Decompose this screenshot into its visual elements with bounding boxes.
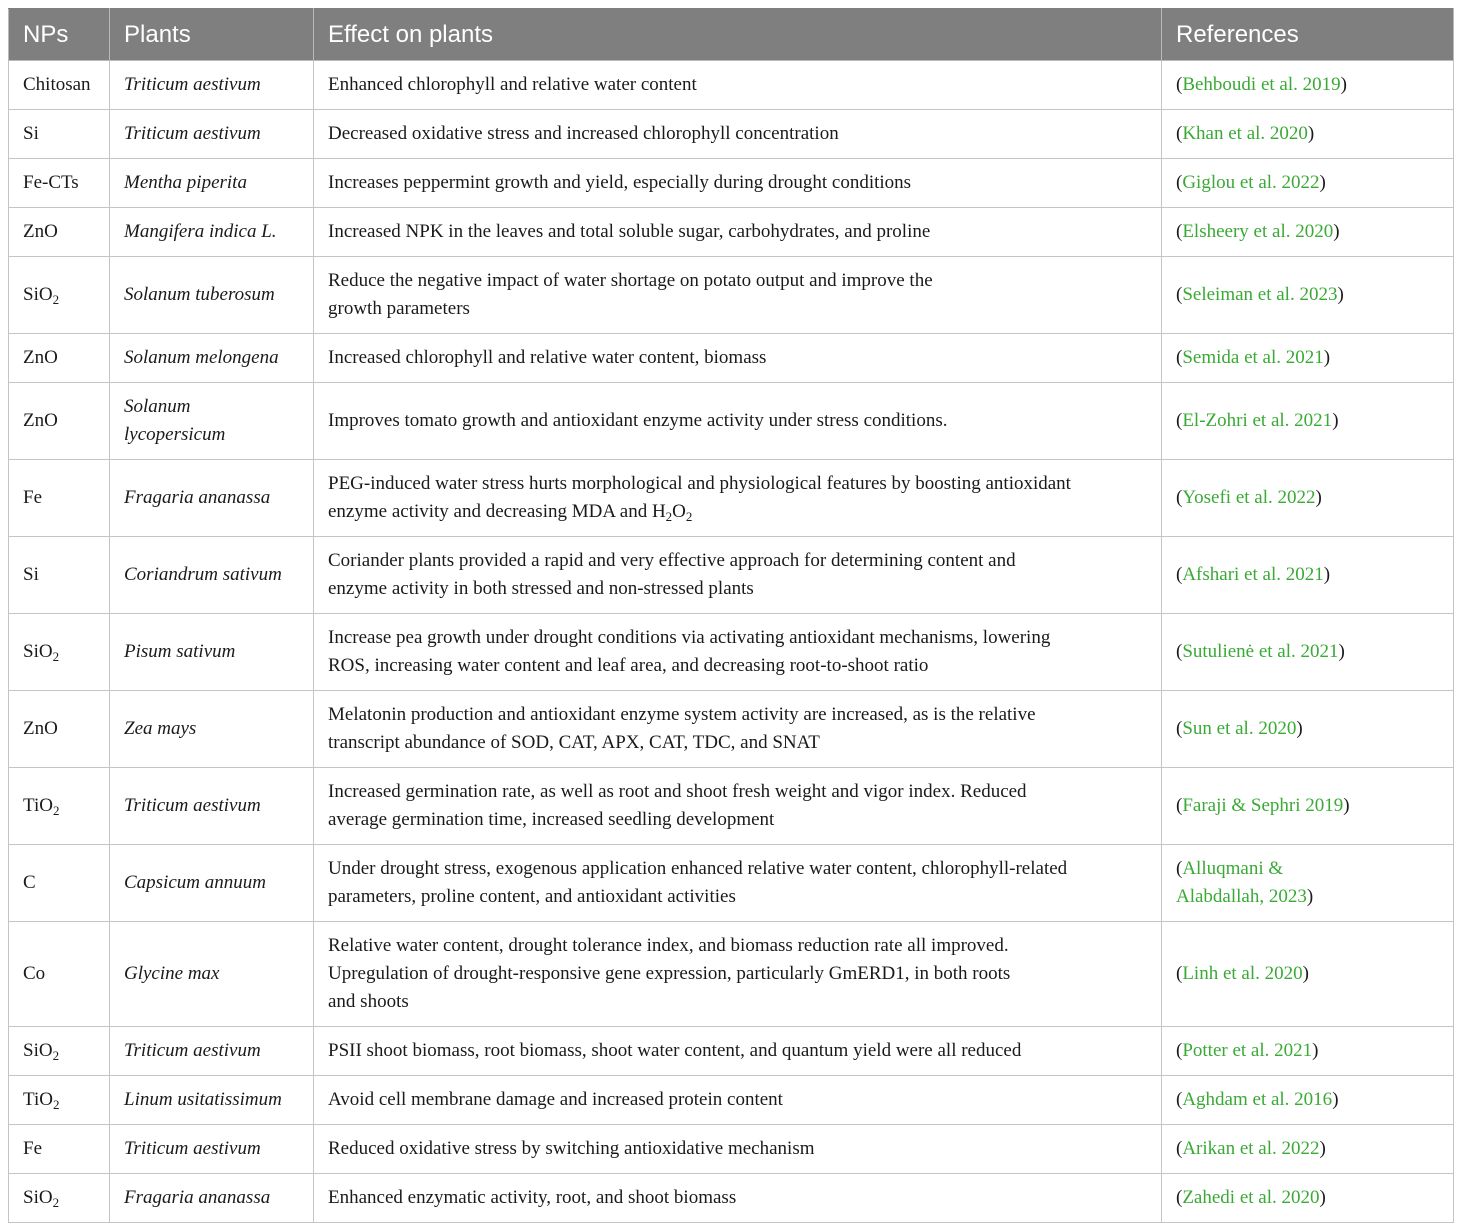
np-subscript: 2 — [52, 292, 60, 307]
np-subscript: 2 — [52, 1048, 60, 1063]
cell-plant — [110, 257, 314, 334]
plant-name: Mangifera indica L. — [124, 221, 277, 242]
paren-close: ) — [1306, 886, 1314, 907]
reference-link[interactable]: Elsheery et al. 2020 — [1182, 221, 1334, 242]
np-name: SiO — [23, 1187, 53, 1208]
cell-reference — [1162, 1076, 1454, 1125]
plant-name: Fragaria ananassa — [124, 1187, 271, 1208]
effect-text: Decreased oxidative stress and increased chlorophyll concentration — [328, 123, 839, 144]
paren-open: ( — [1176, 1089, 1183, 1110]
reference-link[interactable]: Khan et al. 2020 — [1182, 123, 1308, 144]
cell-effect — [314, 159, 1162, 208]
effect-text: Improves tomato growth and antioxidant enzyme activity under stress conditions. — [328, 410, 948, 431]
cell-plant — [110, 691, 314, 768]
plant-name: Triticum aestivum — [124, 1040, 261, 1061]
plant-name: Capsicum annuum — [124, 872, 266, 893]
cell-np — [9, 159, 110, 208]
table-header — [9, 9, 1454, 61]
table-row — [9, 257, 1454, 334]
cell-effect — [314, 1174, 1162, 1223]
effect-text: Reduced oxidative stress by switching antioxidative mechanism — [328, 1138, 815, 1159]
cell-reference — [1162, 334, 1454, 383]
paren-open: ( — [1176, 963, 1183, 984]
cell-reference — [1162, 257, 1454, 334]
reference-link[interactable]: Zahedi et al. 2020 — [1182, 1187, 1320, 1208]
paren-open: ( — [1176, 487, 1183, 508]
table-row — [9, 334, 1454, 383]
cell-plant — [110, 1174, 314, 1223]
reference-link[interactable]: Aghdam et al. 2016 — [1182, 1089, 1333, 1110]
paren-close: ) — [1323, 347, 1331, 368]
cell-plant — [110, 845, 314, 922]
table-row — [9, 383, 1454, 460]
header-references: References — [1162, 9, 1454, 61]
paren-close: ) — [1319, 1187, 1326, 1208]
cell-plant — [110, 768, 314, 845]
np-subscript: 2 — [52, 803, 60, 818]
table-row — [9, 159, 1454, 208]
reference-link[interactable]: Giglou et al. 2022 — [1182, 172, 1320, 193]
cell-effect — [314, 460, 1162, 537]
cell-effect — [314, 1027, 1162, 1076]
cell-np — [9, 922, 110, 1027]
paren-open: ( — [1176, 564, 1183, 585]
table-row — [9, 1125, 1454, 1174]
plant-name: Triticum aestivum — [124, 123, 261, 144]
table-row — [9, 922, 1454, 1027]
cell-np — [9, 537, 110, 614]
table-row — [9, 1027, 1454, 1076]
np-name: Fe — [23, 1138, 42, 1159]
effect-text: PSII shoot biomass, root biomass, shoot water content, and quantum yield were all reduced — [328, 1040, 1022, 1061]
cell-plant — [110, 1125, 314, 1174]
reference-link[interactable]: Sutulienė et al. 2021 — [1182, 641, 1339, 662]
effect-text: Increase pea growth under drought conditions via activating antioxidant mechanisms, lowering ROS, increasing water content and leaf area, and decreasing root-to-shoot ratio — [328, 627, 1051, 676]
cell-np — [9, 460, 110, 537]
plant-name: Triticum aestivum — [124, 74, 261, 95]
table-row — [9, 537, 1454, 614]
reference-link[interactable]: Potter et al. 2021 — [1182, 1040, 1313, 1061]
header-row — [9, 9, 1454, 61]
reference-link[interactable]: Seleiman et al. 2023 — [1182, 284, 1338, 305]
cell-plant — [110, 334, 314, 383]
cell-reference — [1162, 383, 1454, 460]
cell-reference — [1162, 1125, 1454, 1174]
cell-np — [9, 110, 110, 159]
paren-open: ( — [1176, 641, 1183, 662]
cell-plant — [110, 383, 314, 460]
np-name: ZnO — [23, 410, 58, 431]
paren-open: ( — [1176, 1187, 1183, 1208]
cell-effect — [314, 257, 1162, 334]
effect-text: Enhanced chlorophyll and relative water content — [328, 74, 697, 95]
plant-name: Zea mays — [124, 718, 197, 739]
cell-plant — [110, 208, 314, 257]
reference-link[interactable]: Arikan et al. 2022 — [1182, 1138, 1320, 1159]
paren-close: ) — [1315, 487, 1322, 508]
cell-effect — [314, 334, 1162, 383]
plant-name: Triticum aestivum — [124, 795, 261, 816]
plant-name: Linum usitatissimum — [124, 1089, 282, 1110]
paren-close: ) — [1307, 123, 1315, 144]
effect-text: Under drought stress, exogenous application enhanced relative water content, chlorophyll-related parameters, proline content, and antioxidant activities — [328, 858, 1068, 907]
cell-plant — [110, 537, 314, 614]
cell-reference — [1162, 845, 1454, 922]
cell-effect — [314, 845, 1162, 922]
cell-np — [9, 208, 110, 257]
effect-text: Increases peppermint growth and yield, especially during drought conditions — [328, 172, 912, 193]
paren-open: ( — [1176, 347, 1183, 368]
cell-effect — [314, 110, 1162, 159]
cell-np — [9, 691, 110, 768]
cell-np — [9, 614, 110, 691]
reference-link[interactable]: Afshari et al. 2021 — [1182, 564, 1324, 585]
paren-open: ( — [1176, 123, 1183, 144]
np-name: Co — [23, 963, 46, 984]
table-row — [9, 1174, 1454, 1223]
cell-effect — [314, 691, 1162, 768]
plant-name: Triticum aestivum — [124, 1138, 261, 1159]
cell-effect — [314, 768, 1162, 845]
reference-link[interactable]: Sun et al. 2020 — [1182, 718, 1297, 739]
effect-text: Reduce the negative impact of water shortage on potato output and improve the growth parameters — [328, 270, 933, 319]
cell-reference — [1162, 691, 1454, 768]
np-name: SiO — [23, 1040, 53, 1061]
header-effect: Effect on plants — [314, 9, 1162, 61]
reference-link[interactable]: Faraji & Sephri 2019 — [1182, 795, 1344, 816]
effect-text: Increased chlorophyll and relative water content, biomass — [328, 347, 767, 368]
reference-link[interactable]: Semida et al. 2021 — [1182, 347, 1324, 368]
np-subscript: 2 — [52, 649, 60, 664]
cell-plant — [110, 110, 314, 159]
np-name: TiO — [23, 795, 53, 816]
paren-close: ) — [1323, 564, 1331, 585]
np-name: ZnO — [23, 347, 58, 368]
plant-name: Coriandrum sativum — [124, 564, 282, 585]
cell-plant — [110, 61, 314, 110]
paren-open: ( — [1176, 74, 1183, 95]
cell-plant — [110, 159, 314, 208]
cell-np — [9, 61, 110, 110]
cell-reference — [1162, 110, 1454, 159]
table-row — [9, 845, 1454, 922]
np-subscript: 2 — [52, 1097, 60, 1112]
cell-plant — [110, 614, 314, 691]
paren-open: ( — [1176, 172, 1183, 193]
plant-name: Solanum lycopersicum — [124, 396, 226, 445]
np-name: ZnO — [23, 221, 58, 242]
paren-close: ) — [1340, 74, 1347, 95]
header-nps: NPs — [9, 9, 110, 61]
table-row — [9, 61, 1454, 110]
cell-effect — [314, 1076, 1162, 1125]
effect-tail-subscript: 2 — [685, 509, 693, 524]
paren-open: ( — [1176, 718, 1183, 739]
effect-text: PEG-induced water stress hurts morphological and physiological features by boosting antioxidant enzyme activity and decreasing MDA and H — [328, 473, 1071, 522]
plant-name: Pisum sativum — [124, 641, 236, 662]
cell-reference — [1162, 614, 1454, 691]
paren-open: ( — [1176, 221, 1183, 242]
paren-close: ) — [1338, 641, 1345, 662]
effect-tail: $O_2$ — [672, 501, 693, 524]
effect-text: Relative water content, drought tolerance index, and biomass reduction rate all improved. Upregulation of drought-responsive gene expression, particularly GmERD1, in both roots and shoots — [328, 935, 1011, 1012]
cell-effect — [314, 922, 1162, 1027]
cell-reference — [1162, 768, 1454, 845]
header-plants: Plants — [110, 9, 314, 61]
plant-name: Glycine max — [124, 963, 220, 984]
reference-link[interactable]: Alluqmani & Alabdallah, 2023 — [1176, 858, 1307, 907]
cell-effect — [314, 614, 1162, 691]
reference-link[interactable]: Linh et al. 2020 — [1182, 963, 1303, 984]
cell-effect — [314, 61, 1162, 110]
np-name: Fe-CTs — [23, 172, 79, 193]
cell-effect — [314, 537, 1162, 614]
nanoparticle-effects-table — [8, 8, 1454, 1223]
table-row — [9, 614, 1454, 691]
cell-np — [9, 845, 110, 922]
cell-reference — [1162, 61, 1454, 110]
np-name: TiO — [23, 1089, 53, 1110]
cell-effect — [314, 208, 1162, 257]
np-name: Si — [23, 564, 39, 585]
np-name: ZnO — [23, 718, 58, 739]
effect-text: Increased germination rate, as well as root and shoot fresh weight and vigor index. Reduced average germination time, increased seedling development — [328, 781, 1027, 830]
cell-plant — [110, 1076, 314, 1125]
paren-close: ) — [1296, 718, 1303, 739]
nanoparticle-effects-table-container — [8, 8, 1453, 1223]
table-row — [9, 460, 1454, 537]
cell-plant — [110, 460, 314, 537]
plant-name: Fragaria ananassa — [124, 487, 271, 508]
paren-open: ( — [1176, 284, 1183, 305]
table-row — [9, 208, 1454, 257]
effect-text: Increased NPK in the leaves and total soluble sugar, carbohydrates, and proline — [328, 221, 931, 242]
paren-open: ( — [1176, 1138, 1183, 1159]
table-body — [9, 61, 1454, 1223]
paren-close: ) — [1332, 1089, 1339, 1110]
np-name: Fe — [23, 487, 42, 508]
cell-np — [9, 1174, 110, 1223]
paren-open: ( — [1176, 795, 1183, 816]
np-name: C — [23, 872, 36, 893]
np-name: Chitosan — [23, 74, 91, 95]
table-row — [9, 768, 1454, 845]
plant-name: Solanum tuberosum — [124, 284, 275, 305]
reference-link[interactable]: Behboudi et al. 2019 — [1182, 74, 1341, 95]
cell-np — [9, 257, 110, 334]
table-row — [9, 1076, 1454, 1125]
cell-plant — [110, 922, 314, 1027]
reference-link[interactable]: El-Zohri et al. 2021 — [1182, 410, 1333, 431]
effect-text: Melatonin production and antioxidant enzyme system activity are increased, as is the relative transcript abundance of SOD, CAT, APX, CAT, TDC, and SNAT — [328, 704, 1036, 753]
table-row — [9, 691, 1454, 768]
cell-reference — [1162, 1174, 1454, 1223]
paren-close: ) — [1337, 284, 1344, 305]
paren-close: ) — [1319, 1138, 1326, 1159]
cell-reference — [1162, 922, 1454, 1027]
paren-open: ( — [1176, 858, 1183, 879]
paren-close: ) — [1332, 410, 1339, 431]
cell-reference — [1162, 208, 1454, 257]
cell-np — [9, 768, 110, 845]
np-name: SiO — [23, 641, 53, 662]
cell-np — [9, 334, 110, 383]
cell-np — [9, 383, 110, 460]
effect-text: Coriander plants provided a rapid and very effective approach for determining content and enzyme activity in both stressed and non-stressed plants — [328, 550, 1016, 599]
np-name: Si — [23, 123, 39, 144]
paren-close: ) — [1343, 795, 1350, 816]
paren-close: ) — [1302, 963, 1309, 984]
plant-name: Mentha piperita — [124, 172, 247, 193]
cell-plant — [110, 1027, 314, 1076]
paren-close: ) — [1312, 1040, 1319, 1061]
paren-open: ( — [1176, 1040, 1183, 1061]
np-name: SiO — [23, 284, 53, 305]
cell-reference — [1162, 537, 1454, 614]
cell-reference — [1162, 1027, 1454, 1076]
cell-effect — [314, 1125, 1162, 1174]
paren-open: ( — [1176, 410, 1183, 431]
paren-close: ) — [1333, 221, 1340, 242]
plant-name: Solanum melongena — [124, 347, 279, 368]
cell-reference — [1162, 159, 1454, 208]
effect-subscript: 2 — [665, 509, 673, 524]
effect-text: Avoid cell membrane damage and increased protein content — [328, 1089, 783, 1110]
cell-reference — [1162, 460, 1454, 537]
cell-effect — [314, 383, 1162, 460]
effect-text: Enhanced enzymatic activity, root, and shoot biomass — [328, 1187, 737, 1208]
cell-np — [9, 1125, 110, 1174]
table-row — [9, 110, 1454, 159]
paren-close: ) — [1319, 172, 1326, 193]
reference-link[interactable]: Yosefi et al. 2022 — [1182, 487, 1316, 508]
cell-np — [9, 1076, 110, 1125]
cell-np — [9, 1027, 110, 1076]
np-subscript: 2 — [52, 1195, 60, 1210]
